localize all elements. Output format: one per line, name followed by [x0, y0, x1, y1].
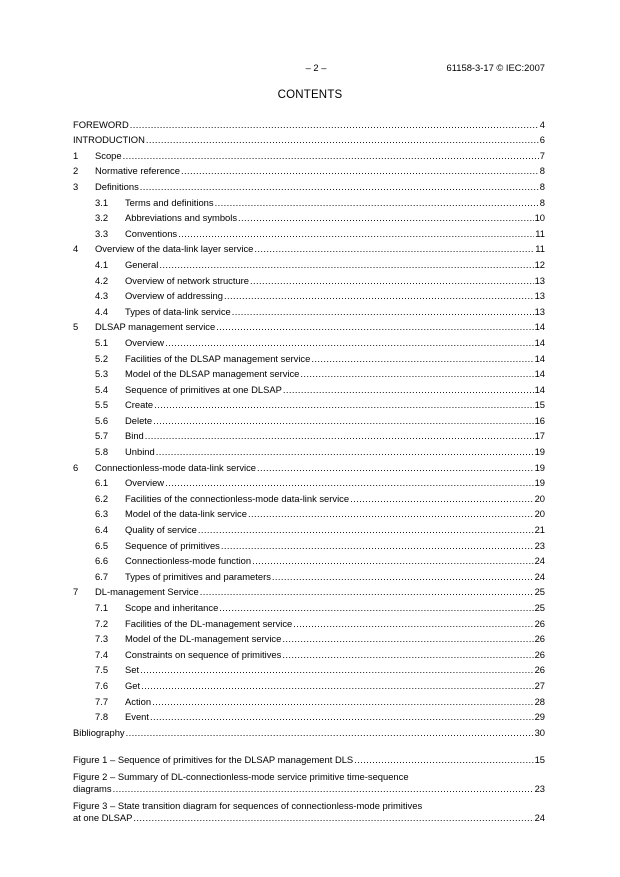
toc-entry-page: 11 — [535, 227, 545, 239]
toc-entry[interactable] — [73, 551, 545, 567]
toc-entry-number: 3.2 — [95, 212, 109, 224]
toc-entry[interactable] — [73, 192, 545, 208]
dot-leader — [112, 783, 534, 794]
toc-entry-title: Terms and definitions — [125, 196, 214, 208]
toc-entry-page: 24 — [534, 555, 545, 567]
toc-entry-number: 5.2 — [95, 352, 109, 364]
dot-leader — [151, 696, 534, 707]
toc-entry-title: Sequence of primitives — [125, 539, 220, 551]
standard-reference: 61158-3-17 © IEC:2007 — [446, 62, 545, 73]
toc-entry[interactable] — [73, 208, 545, 224]
toc-entry[interactable] — [73, 707, 545, 723]
dot-leader — [281, 649, 533, 660]
toc-entry-page: 16 — [534, 414, 545, 426]
toc-entry-number: 5.4 — [95, 383, 109, 395]
dot-leader — [215, 321, 533, 332]
toc-entry-number: 6.6 — [95, 555, 109, 567]
toc-entry-number: 4.3 — [95, 290, 109, 302]
figure-entry-title: Figure 3 – State transition diagram for sequences of connectionless-mode primitives — [73, 800, 423, 811]
toc-entry[interactable] — [73, 535, 545, 551]
dot-leader — [253, 243, 534, 254]
toc-entry-page: 19 — [534, 446, 545, 458]
toc-entry-page: 7 — [539, 149, 545, 161]
toc-entry-page: 15 — [534, 399, 545, 411]
toc-entry[interactable] — [73, 114, 545, 130]
toc-entry[interactable] — [73, 613, 545, 629]
toc-entry[interactable] — [73, 582, 545, 598]
toc-entry[interactable] — [73, 332, 545, 348]
toc-entry-title: Normative reference — [95, 165, 180, 177]
toc-entry-title: Model of the DL-management service — [125, 633, 282, 645]
dot-leader — [139, 181, 539, 192]
toc-entry[interactable] — [73, 379, 545, 395]
toc-entry-page: 28 — [534, 695, 545, 707]
toc-entry-title: Create — [125, 399, 154, 411]
toc-entry-page: 13 — [534, 305, 545, 317]
toc-entry-title: Event — [125, 711, 149, 723]
toc-entry-title: Delete — [125, 414, 153, 426]
toc-entry-page: 4 — [539, 118, 545, 130]
dot-leader — [145, 134, 539, 145]
toc-entry-title: Bind — [125, 430, 144, 442]
dot-leader — [164, 477, 533, 488]
toc-entry-title: Action — [125, 695, 152, 707]
toc-entry[interactable] — [73, 504, 545, 520]
toc-entry-page: 24 — [534, 570, 545, 582]
toc-entry-title: DL-management Service — [95, 586, 199, 598]
dot-leader — [349, 493, 534, 504]
toc-entry-title: Overview — [125, 336, 165, 348]
toc-entry-number: 3.3 — [95, 227, 109, 239]
toc-entry-number: 7.6 — [95, 679, 109, 691]
figure-entry-title: Figure 1 – Sequence of primitives for the DLSAP management DLS — [73, 754, 354, 765]
toc-entry-number: 2 — [73, 165, 79, 177]
toc-entry-page: 14 — [534, 383, 545, 395]
dot-leader — [177, 228, 534, 239]
dot-leader — [247, 508, 534, 519]
dot-leader — [231, 306, 534, 317]
toc-entry-number: 7.1 — [95, 602, 109, 613]
toc-entry-page: 26 — [534, 617, 545, 629]
toc-entry[interactable] — [73, 488, 545, 504]
toc-entry-title: Abbreviations and symbols — [125, 212, 238, 224]
toc-entry-title: Facilities of the connectionless-mode data-link service — [125, 492, 350, 504]
toc-entry[interactable] — [73, 176, 545, 192]
toc-entry-page: 14 — [534, 352, 545, 364]
dot-leader — [197, 524, 534, 535]
toc-entry[interactable] — [73, 239, 545, 255]
toc-entry-title: Overview of network structure — [125, 274, 249, 286]
dot-leader — [220, 540, 534, 551]
toc-entry-page: 21 — [534, 524, 545, 536]
toc-entry-title: Model of the DLSAP management service — [125, 368, 300, 380]
toc-entry-page: 29 — [534, 711, 545, 723]
toc-entry-number: 1 — [73, 149, 79, 161]
page-number-header: – 2 – — [305, 62, 327, 73]
toc-entry-number: 6.3 — [95, 508, 109, 520]
toc-entry[interactable] — [73, 317, 545, 333]
toc-entry-title: Facilities of the DL-management service — [125, 617, 293, 629]
toc-entry-title: Unbind — [125, 446, 155, 458]
toc-entry-page: 26 — [534, 664, 545, 676]
toc-entry-number: 7.5 — [95, 664, 109, 676]
toc-entry-number: 6 — [73, 461, 79, 473]
dot-leader — [199, 586, 534, 597]
toc-entry-page: 8 — [539, 165, 545, 177]
toc-entry[interactable] — [73, 457, 545, 473]
dot-leader — [249, 275, 534, 286]
toc-entry-title: Bibliography — [73, 726, 125, 738]
toc-entry-page: 6 — [539, 134, 545, 146]
toc-entry-title: Definitions — [95, 180, 139, 192]
toc-entry-page: 12 — [534, 258, 545, 270]
toc-entry[interactable] — [73, 675, 545, 691]
toc-entry-page: 14 — [534, 336, 545, 348]
figure-entry-title: Figure 2 – Summary of DL-connectionless-mode service primitive time-sequence — [73, 771, 409, 782]
toc-entry-title: Sequence of primitives at one DLSAP — [125, 383, 282, 395]
toc-entry-page: 13 — [534, 290, 545, 302]
toc-entry-title: Overview of addressing — [125, 290, 223, 302]
toc-entry-number: 7.4 — [95, 648, 109, 660]
toc-entry-page: 13 — [534, 274, 545, 286]
toc-entry[interactable] — [73, 426, 545, 442]
toc-entry[interactable] — [73, 301, 545, 317]
toc-entry-page: 27 — [534, 679, 545, 691]
toc-entry[interactable] — [73, 410, 545, 426]
toc-entry-number: 6.1 — [95, 477, 109, 489]
toc-entry-page: 25 — [534, 586, 545, 598]
dot-leader — [132, 812, 533, 823]
figure-entry-title-continued: diagrams — [73, 783, 112, 794]
toc-entry[interactable] — [73, 270, 545, 286]
dot-leader — [153, 399, 533, 410]
toc-entry-page: 30 — [534, 726, 545, 738]
figure-entry-page: 24 — [534, 812, 545, 823]
toc-entry-number: 7.8 — [95, 711, 109, 723]
dot-leader — [164, 337, 533, 348]
toc-entry-number: 5.6 — [95, 414, 109, 426]
toc-entry-title: Facilities of the DLSAP management service — [125, 352, 311, 364]
toc-entry-title: Overview of the data-link layer service — [95, 243, 254, 255]
toc-entry-title: Scope and inheritance — [125, 602, 219, 613]
toc-entry[interactable] — [73, 254, 545, 270]
toc-entry-title: Types of primitives and parameters — [125, 570, 271, 582]
dot-leader — [353, 754, 533, 765]
toc-entry[interactable] — [73, 597, 545, 613]
dot-leader — [155, 446, 534, 457]
dot-leader — [149, 711, 534, 722]
toc-entry[interactable] — [73, 161, 545, 177]
dot-leader — [122, 150, 539, 161]
toc-entry-number: 5.5 — [95, 399, 109, 411]
dot-leader — [214, 197, 539, 208]
toc-entry-number: 4.2 — [95, 274, 109, 286]
toc-entry-number: 5.1 — [95, 336, 109, 348]
dot-leader — [140, 680, 533, 691]
toc-entry-title: FOREWORD — [73, 118, 129, 130]
toc-entry[interactable] — [73, 644, 545, 660]
dot-leader — [223, 290, 534, 301]
dot-leader — [310, 353, 533, 364]
dot-leader — [281, 633, 533, 644]
toc-entry-number: 4.1 — [95, 258, 109, 270]
toc-entry[interactable] — [73, 691, 545, 707]
dot-leader — [125, 727, 534, 738]
dot-leader — [282, 384, 534, 395]
toc-entry-page: 19 — [534, 477, 545, 489]
toc-entry[interactable] — [73, 722, 545, 738]
toc-entry-title: Constraints on sequence of primitives — [125, 648, 282, 660]
toc-entry-page: 11 — [535, 243, 545, 255]
table-of-contents — [73, 114, 545, 738]
toc-entry[interactable] — [73, 145, 545, 161]
toc-entry[interactable] — [73, 348, 545, 364]
toc-entry-title: Conventions — [125, 227, 178, 239]
toc-entry-number: 5.7 — [95, 430, 109, 442]
figure-entry-page: 15 — [534, 754, 545, 765]
toc-entry-number: 3 — [73, 180, 79, 192]
toc-entry-title: INTRODUCTION — [73, 134, 145, 146]
toc-entry[interactable] — [73, 130, 545, 146]
toc-entry-title: DLSAP management service — [95, 321, 216, 333]
dot-leader — [271, 571, 534, 582]
toc-entry-page: 8 — [539, 180, 545, 192]
toc-entry-page: 10 — [534, 212, 545, 224]
toc-entry-number: 5 — [73, 321, 79, 333]
toc-entry-title: Types of data-link service — [125, 305, 231, 317]
toc-entry[interactable] — [73, 660, 545, 676]
toc-entry[interactable] — [73, 286, 545, 302]
toc-entry-number: 6.5 — [95, 539, 109, 551]
toc-entry[interactable] — [73, 395, 545, 411]
figure-entry-page: 23 — [534, 783, 545, 794]
toc-entry-number: 3.1 — [95, 196, 109, 208]
toc-entry-title: Quality of service — [125, 524, 197, 536]
toc-entry-page: 23 — [534, 539, 545, 551]
dot-leader — [256, 462, 534, 473]
toc-entry[interactable] — [73, 519, 545, 535]
toc-entry-title: Get — [125, 679, 141, 691]
toc-entry-number: 5.3 — [95, 368, 109, 380]
toc-entry[interactable] — [73, 566, 545, 582]
toc-entry-page: 8 — [539, 196, 545, 208]
toc-entry-page: 25 — [534, 602, 545, 613]
toc-entry-page: 19 — [534, 461, 545, 473]
figure-entry[interactable] — [73, 753, 545, 765]
toc-entry-title: Connectionless-mode function — [125, 555, 252, 567]
toc-entry-number: 7.7 — [95, 695, 109, 707]
dot-leader — [158, 259, 533, 270]
figure-entry-title-continued: at one DLSAP — [73, 812, 133, 823]
toc-entry[interactable] — [73, 441, 545, 457]
dot-leader — [139, 664, 533, 675]
toc-entry-page: 20 — [534, 508, 545, 520]
toc-entry-page: 14 — [534, 368, 545, 380]
page-title: CONTENTS — [277, 89, 343, 101]
toc-entry-title: Model of the data-link service — [125, 508, 247, 520]
figure-entry[interactable] — [73, 771, 545, 794]
dot-leader — [218, 602, 533, 613]
toc-entry-title: Overview — [125, 477, 165, 489]
toc-entry-title: Set — [125, 664, 140, 676]
dot-leader — [129, 119, 539, 130]
toc-entry-page: 17 — [534, 430, 545, 442]
toc-entry-number: 6.7 — [95, 570, 109, 582]
list-of-figures — [73, 753, 545, 829]
dot-leader — [180, 165, 539, 176]
toc-entry[interactable] — [73, 364, 545, 380]
dot-leader — [251, 555, 533, 566]
toc-entry[interactable] — [73, 629, 545, 645]
dot-leader — [152, 415, 533, 426]
toc-entry-title: Scope — [95, 149, 122, 161]
toc-entry-title: General — [125, 258, 159, 270]
toc-entry-number: 7 — [73, 586, 79, 598]
toc-entry-page: 14 — [534, 321, 545, 333]
toc-entry-number: 6.2 — [95, 492, 109, 504]
toc-entry[interactable] — [73, 473, 545, 489]
dot-leader — [237, 212, 534, 223]
dot-leader — [292, 618, 533, 629]
toc-entry-page: 26 — [534, 648, 545, 660]
toc-entry-number: 7.3 — [95, 633, 109, 645]
figure-entry[interactable] — [73, 800, 545, 823]
toc-entry[interactable] — [73, 223, 545, 239]
toc-entry-number: 4.4 — [95, 305, 109, 317]
dot-leader — [299, 368, 533, 379]
toc-entry-number: 6.4 — [95, 524, 109, 536]
toc-entry-number: 4 — [73, 243, 79, 255]
toc-entry-title: Connectionless-mode data-link service — [95, 461, 257, 473]
toc-entry-page: 20 — [534, 492, 545, 504]
toc-entry-page: 26 — [534, 633, 545, 645]
toc-entry-number: 5.8 — [95, 446, 109, 458]
dot-leader — [144, 430, 534, 441]
toc-entry-number: 7.2 — [95, 617, 109, 629]
